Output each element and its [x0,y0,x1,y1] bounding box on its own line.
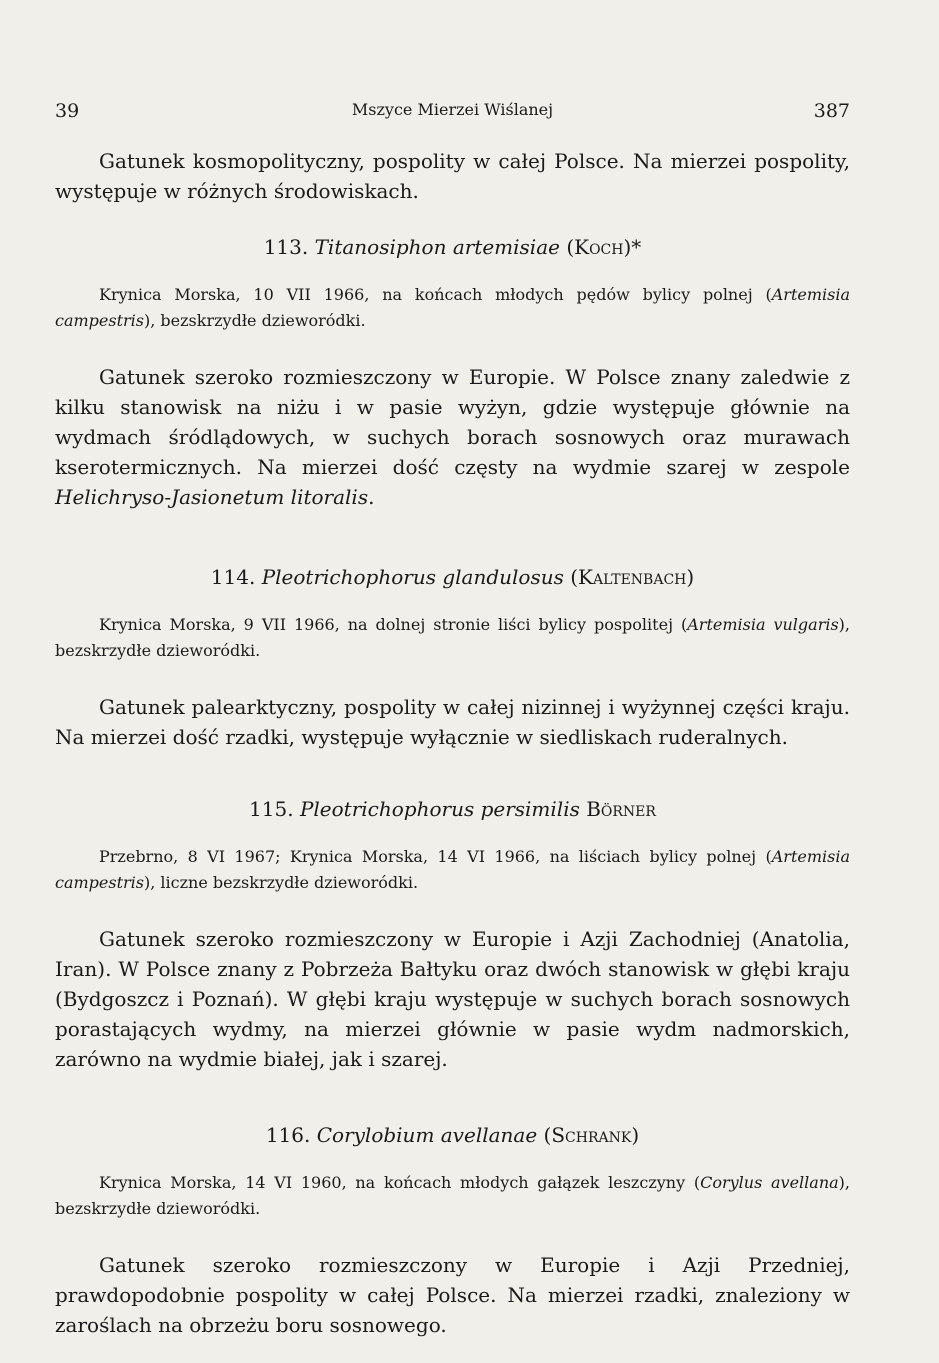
running-title: Mszyce Mierzei Wiślanej [351,100,554,119]
latin-name: Artemisia campestris [55,285,850,330]
text-run: Gatunek szeroko rozmieszczony w Europie i Azji Przedniej, prawdopodobnie pospolity w całej Polsce. Na mierzei rzadki, znaleziony w zaroślach na obrzeżu boru sosnowego. [55,1253,850,1337]
latin-name: Helichryso-Jasionetum litoralis [55,485,369,509]
text-run: 113. [263,235,315,259]
text-run: )* [623,235,642,259]
paragraph-114 [55,692,850,752]
text-run: ) [631,1123,640,1147]
text-run: ), liczne bezskrzydłe dzieworódki. [144,873,419,892]
text-run: ), bezskrzydłe dzieworódki. [55,1173,850,1218]
text-run: ( [563,565,579,589]
text-run: Gatunek szeroko rozmieszczony w Europie. W Polsce znany zaledwie z kilku stanowisk na niżu i w pasie wyżyn, gdzie występuje głównie na wydmach śródlądowych, w suchych borach sosnowych oraz murawach kserotermicznych. Na mierzei dość częsty na wydmie szarej w zespole [55,365,850,479]
text-run: ) [686,565,695,589]
text-run: ), bezskrzydłe dzieworódki. [144,311,366,330]
page-number-right: 387 [813,100,850,122]
page-number-left: 39 [55,100,80,122]
paragraph-115 [55,924,850,1074]
text-run: ), bezskrzydłe dzieworódki. [55,615,850,660]
latin-name: Artemisia vulgaris [687,615,839,634]
latin-name: Artemisia campestris [55,847,850,892]
text-run: ( [559,235,575,259]
latin-name: Titanosiphon artemisiae [314,235,560,259]
text-run: Gatunek kosmopolityczny, pospolity w całej Polsce. Na mierzei pospolity, występuje w różnych środowiskach. [55,149,850,203]
text-run: Gatunek szeroko rozmieszczony w Europie i Azji Zachodniej (Anatolia, Iran). W Polsce znany z Pobrzeża Bałtyku oraz dwóch stanowisk w głębi kraju (Bydgoszcz i Poznań). W głębi kraju występuje w suchych borach sosnowych porastających wydmy, na mierzei głównie w pasie wydm nadmorskich, zarówno na wydmie białej, jak i szarej. [55,927,850,1071]
author-name: Börner [586,797,656,821]
author-name: Kaltenbach [578,565,687,589]
paragraph-116 [55,1250,850,1340]
page [55,100,850,1340]
latin-name: Pleotrichophorus persimilis [299,797,580,821]
text-run: Krynica Morska, 14 VI 1960, na końcach młodych gałązek leszczyny ( [99,1173,701,1192]
text-run: Przebrno, 8 VI 1967; Krynica Morska, 14 VI 1966, na liściach bylicy polnej ( [99,847,772,866]
text-run: 116. [265,1123,317,1147]
locality-114 [55,612,850,664]
text-run: Krynica Morska, 9 VII 1966, na dolnej stronie liści bylicy pospolitej ( [99,615,688,634]
locality-116 [55,1170,850,1222]
locality-115 [55,844,850,896]
author-name: Koch [574,235,624,259]
species-heading-116 [55,1122,850,1148]
text-run: 114. [210,565,262,589]
paragraph-1 [55,146,850,206]
latin-name: Corylobium avellanae [316,1123,538,1147]
author-name: Schrank [551,1123,632,1147]
latin-name: Pleotrichophorus glandulosus [261,565,564,589]
locality-113 [55,282,850,334]
latin-name: Corylus avellana [700,1173,839,1192]
text-run: 115. [249,797,300,821]
text-run: . [368,485,375,509]
text-run: Gatunek palearktyczny, pospolity w całej nizinnej i wyżynnej części kraju. Na mierzei dość rzadki, występuje wyłącznie w siedliskach ruderalnych. [55,695,850,749]
species-heading-115 [55,796,850,822]
species-heading-113 [55,234,850,260]
paragraph-113 [55,362,850,512]
species-heading-114 [55,564,850,590]
text-run: ( [537,1123,552,1147]
running-header [55,100,850,130]
text-run: Krynica Morska, 10 VII 1966, na końcach młodych pędów bylicy polnej ( [99,285,772,304]
